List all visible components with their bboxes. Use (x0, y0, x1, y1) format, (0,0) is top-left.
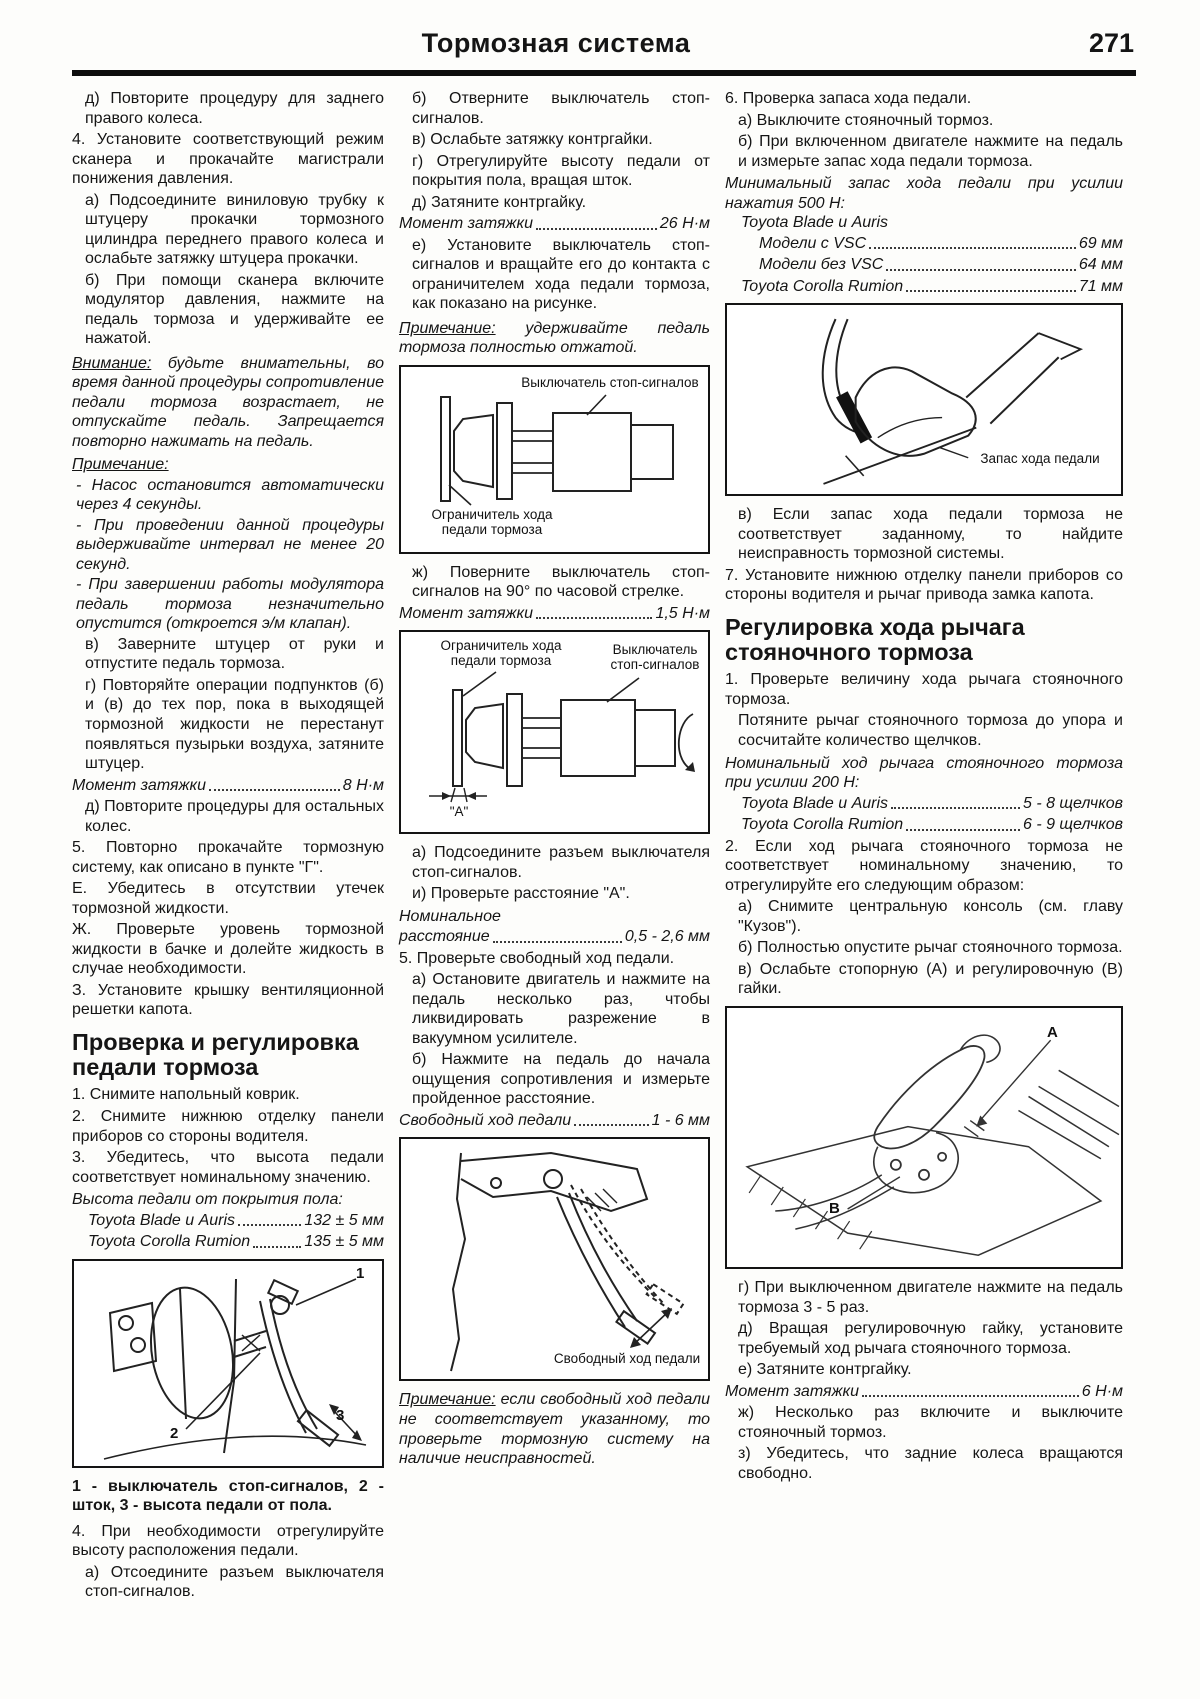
procedure-substep: ж) Несколько раз включите и выключите стояночный тормоз. (738, 1404, 1123, 1441)
spec-value: 69 мм (1078, 234, 1123, 252)
label-nut-a: А (1047, 1023, 1058, 1041)
spec-title: Минимальный запас хода педали при усилии нажатия 500 Н: (725, 175, 1123, 212)
procedure-substep: е) Установите выключатель стоп-сигналов и вращайте его до контакта с ограничителем хода педали тормоза, как показано на рисунке. (412, 236, 710, 313)
spec-name: Toyota Blade и Auris (88, 1211, 236, 1229)
label-stop-light-switch: Выключатель стоп-сигналов (521, 374, 699, 390)
spec-value: 6 Н·м (1081, 1382, 1123, 1400)
spec-title: Номинальное (399, 907, 501, 925)
column-3 (725, 89, 1123, 1604)
spec-value: 1,5 Н·м (655, 604, 710, 622)
spec-value: 5 - 8 щелчков (1022, 794, 1123, 812)
spec-value: 8 Н·м (342, 776, 384, 794)
dot-leader (869, 230, 1076, 250)
dot-leader (493, 923, 622, 943)
procedure-substep: а) Остановите двигатель и нажмите на педаль несколько раз, чтобы ликвидировать разрежение в вакуумном усилителе. (412, 971, 710, 1047)
note: Примечание: удерживайте педаль тормоза полностью отжатой. (399, 319, 710, 357)
procedure-substep: е) Затяните контргайку. (738, 1361, 912, 1379)
spec-line (725, 1382, 1123, 1402)
procedure-substep: в) Заверните штуцер от руки и отпустите педаль тормоза. (85, 635, 384, 673)
procedure-substep: д) Затяните контргайку. (412, 193, 587, 211)
spec-line (72, 1211, 384, 1231)
spec-line (725, 277, 1123, 297)
procedure-substep: г) Отрегулируйте высоту педали от покрытия пола, вращая шток. (412, 152, 710, 190)
procedure-step: Е. Убедитесь в отсутствии утечек тормозной жидкости. (72, 880, 384, 917)
procedure-substep: в) Если запас хода педали тормоза не соответствует заданному, то найдите неисправность тормозной системы. (738, 506, 1123, 563)
spec-name: Свободный ход педали (399, 1111, 572, 1129)
label-free-play: Свободный ход педали (553, 1351, 701, 1367)
spec-model-name: Toyota Blade и Auris (741, 214, 889, 232)
column-2 (399, 89, 710, 1604)
label-reserve-travel: Запас хода педали (980, 451, 1100, 467)
line-art-pedal-free-play (401, 1139, 708, 1379)
procedure-step: 6. Проверка запаса хода педали. (725, 90, 972, 107)
spec-name: Момент затяжки (725, 1382, 859, 1400)
label-dimension-a: "А" (449, 804, 469, 820)
figure-pedal-free-play (399, 1137, 710, 1381)
spec-name: Toyota Corolla Rumion (741, 277, 904, 295)
line-art-parking-brake (727, 1008, 1121, 1267)
note-title: Примечание: (399, 319, 496, 337)
procedure-step: 3. Убедитесь, что высота педали соответствует номинальному значению. (72, 1149, 384, 1186)
procedure-substep: б) При помощи сканера включите модулятор давления, нажмите на педаль тормоза и удерживайте ее нажатой. (85, 271, 384, 348)
procedure-substep: б) Нажмите на педаль до начала ощущения сопротивления и измерьте пройденное расстояние. (412, 1051, 710, 1108)
spec-value: 1 - 6 мм (651, 1111, 710, 1129)
spec-name: Toyota Corolla Rumion (741, 816, 904, 834)
spec-value: 64 мм (1078, 256, 1123, 274)
spec-line (399, 1111, 710, 1131)
procedure-substep: д) Вращая регулировочную гайку, установите требуемый ход рычага стояночного тормоза. (738, 1320, 1123, 1357)
section-heading: Регулировка хода рычага стояночного тормоза (725, 613, 1025, 666)
spec-line (399, 214, 710, 234)
spec-name: Модели с VSC (759, 234, 867, 252)
procedure-substep: а) Подсоедините виниловую трубку к штуцеру прокачки тормозного цилиндра переднего правого колеса и ослабьте затяжку штуцера прокачки. (85, 191, 384, 268)
spec-name: Toyota Blade и Auris (741, 794, 889, 812)
dot-leader (253, 1228, 301, 1248)
spec-title: Номинальный ход рычага стояночного тормоза при усилии 200 Н: (725, 754, 1123, 792)
dot-leader (906, 811, 1020, 831)
page-number: 271 (1088, 28, 1134, 58)
note-title: Примечание: (399, 1391, 496, 1409)
spec-line (399, 604, 710, 624)
procedure-substep: и) Проверьте расстояние "А". (412, 885, 630, 903)
note-item: - При проведении данной процедуры выдерживайте интервал не менее 20 секунд. (76, 516, 384, 573)
figure-pedal-reserve-travel (725, 303, 1123, 496)
dot-leader (906, 273, 1076, 293)
content-columns (72, 89, 1136, 1604)
procedure-substep: а) Отсоедините разъем выключателя стоп-сигналов. (85, 1563, 384, 1601)
spec-line (72, 1232, 384, 1252)
spec-line (72, 776, 384, 796)
spec-value: 132 ± 5 мм (304, 1211, 384, 1229)
procedure-step: 4. При необходимости отрегулируйте высоту расположения педали. (72, 1522, 384, 1560)
procedure-step: З. Установите крышку вентиляционной решетки капота. (72, 981, 384, 1019)
dot-leader (536, 600, 652, 620)
spec-name: Момент затяжки (72, 776, 206, 794)
procedure-step: 2. Если ход рычага стояночного тормоза не соответствует номинальному значению, то отрегулируйте его следующим образом: (725, 837, 1123, 894)
label-nut-b: В (829, 1199, 840, 1217)
spec-name: Момент затяжки (399, 604, 533, 622)
spec-value: 71 мм (1078, 277, 1123, 295)
spec-name: расстояние (399, 928, 490, 946)
spec-name: Момент затяжки (399, 215, 533, 233)
figure-brake-pedal-height (72, 1259, 384, 1468)
figure-stop-light-switch (399, 365, 710, 554)
figure-caption: 1 - выключатель стоп-сигналов, 2 - шток, 3 - высота педали от пола. (72, 1477, 384, 1515)
procedure-step: Ж. Проверьте уровень тормозной жидкости в бачке и долейте жидкость в случае необходимости. (72, 921, 384, 978)
spec-value: 6 - 9 щелчков (1022, 816, 1123, 834)
callout-1: 1 (356, 1264, 365, 1282)
procedure-substep: б) При включенном двигателе нажмите на педаль и измерьте запас хода педали тормоза. (738, 133, 1123, 170)
spec-value: 135 ± 5 мм (304, 1233, 384, 1251)
section-heading: Проверка и регулировка педали тормоза (72, 1028, 359, 1081)
spec-name: Модели без VSC (759, 256, 884, 274)
procedure-substep: а) Снимите центральную консоль (см. главу "Кузов"). (738, 898, 1123, 935)
procedure-step: 1. Снимите напольный коврик. (72, 1086, 300, 1104)
label-pedal-stopper: Ограничитель хода педали тормоза (440, 638, 562, 669)
procedure-substep: з) Убедитесь, что задние колеса вращаются свободно. (738, 1445, 1123, 1482)
dot-leader (536, 210, 657, 230)
note-item: - При завершении работы модулятора педаль тормоза незначительно опустится (откроется э/м клапан). (76, 576, 384, 633)
figure-parking-brake-lever (725, 1006, 1123, 1269)
dot-leader (238, 1207, 301, 1227)
procedure-substep: б) Отверните выключатель стоп-сигналов. (412, 90, 710, 127)
figure-stop-light-switch-clearance (399, 630, 710, 834)
procedure-step: 1. Проверьте величину хода рычага стояночного тормоза. (725, 671, 1123, 708)
spec-line (725, 815, 1123, 835)
dot-leader (862, 1378, 1079, 1398)
procedure-substep: в) Ослабьте стопорную (А) и регулировочную (В) гайки. (738, 960, 1123, 998)
procedure-step: 5. Повторно прокачайте тормозную систему, как описано в пункте "Г". (72, 839, 384, 876)
column-1 (72, 89, 384, 1604)
label-pedal-stopper: Ограничитель хода педали тормоза (431, 506, 553, 537)
header-rule (72, 70, 1136, 76)
spec-line (399, 927, 710, 947)
page-title: Тормозная система (421, 28, 691, 58)
page-header (72, 26, 1136, 68)
label-stop-light-switch: Выключатель стоп-сигналов (610, 642, 700, 673)
spec-value: 0,5 - 2,6 мм (624, 928, 710, 946)
spec-value: 26 Н·м (659, 215, 710, 233)
note: Примечание: если свободный ход педали не соответствует указанному, то проверьте тормозную систему на наличие неисправностей. (399, 1391, 710, 1468)
procedure-substep: Потяните рычаг стояночного тормоза до упора и сосчитайте количество щелчков. (738, 712, 1123, 749)
note-title: Внимание: (72, 354, 152, 372)
dot-leader (891, 790, 1020, 810)
procedure-substep: д) Повторите процедуры для остальных колес. (85, 798, 384, 835)
procedure-step: 2. Снимите нижнюю отделку панели приборов со стороны водителя. (72, 1107, 384, 1145)
procedure-substep: в) Ослабьте затяжку контргайки. (412, 131, 653, 149)
procedure-substep: г) Повторяйте операции подпунктов (б) и (в) до тех пор, пока в выходящей тормозной жидкости не перестанут появляться пузырьки воздуха, затяните штуцер. (85, 676, 384, 773)
dot-leader (886, 251, 1076, 271)
note-item: - Насос остановится автоматически через 4 секунды. (76, 476, 384, 514)
procedure-substep: г) При выключенном двигателе нажмите на педаль тормоза 3 - 5 раз. (738, 1279, 1123, 1316)
callout-3: 3 (336, 1406, 345, 1424)
procedure-substep: а) Выключите стояночный тормоз. (738, 111, 994, 129)
procedure-step: 7. Установите нижнюю отделку панели приборов со стороны водителя и рычаг привода замка капота. (725, 566, 1123, 604)
dot-leader (574, 1107, 648, 1127)
procedure-step: 5. Проверьте свободный ход педали. (399, 949, 675, 967)
callout-2: 2 (170, 1424, 179, 1442)
line-art-brake-pedal (74, 1261, 382, 1466)
procedure-substep: а) Подсоедините разъем выключателя стоп-сигналов. (412, 844, 710, 881)
procedure-step: 4. Установите соответствующий режим сканера и прокачайте магистрали понижения давления. (72, 131, 384, 188)
spec-name: Toyota Corolla Rumion (88, 1233, 251, 1251)
procedure-substep: д) Повторите процедуру для заднего правого колеса. (85, 90, 384, 127)
note-label: Примечание: (72, 456, 169, 474)
dot-leader (209, 772, 340, 792)
procedure-substep: б) Полностью опустите рычаг стояночного тормоза. (738, 939, 1123, 957)
note: Внимание: будьте внимательны, во время данной процедуры сопротивление педали тормоза возрастает, не отпускайте педаль. Запрещается повторно нажимать на педаль. (72, 354, 384, 450)
procedure-substep: ж) Поверните выключатель стоп-сигналов на 90° по часовой стрелке. (412, 563, 710, 601)
spec-title: Высота педали от покрытия пола: (72, 1191, 343, 1209)
